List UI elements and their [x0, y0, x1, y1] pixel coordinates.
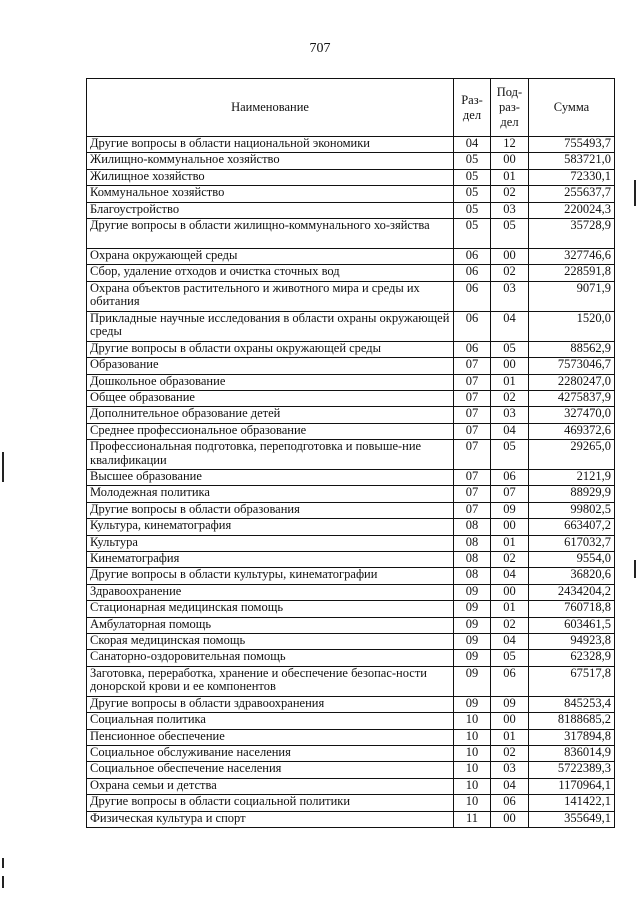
row-sum-cell: 72330,1: [529, 169, 615, 185]
row-podrazdel-cell: 04: [491, 568, 529, 584]
row-podrazdel-cell: 05: [491, 341, 529, 357]
table-row: [87, 186, 615, 202]
header-name: [87, 79, 454, 137]
row-razdel-cell: 05: [454, 169, 491, 185]
row-podrazdel-cell: 05: [491, 218, 529, 248]
row-razdel-cell: 05: [454, 202, 491, 218]
table-row: [87, 470, 615, 486]
header-sum-text: Сумма: [553, 100, 590, 114]
row-podrazdel-cell: 01: [491, 729, 529, 745]
row-name-cell: Санаторно-оздоровительная помощь: [87, 650, 454, 666]
row-razdel-cell: 09: [454, 666, 491, 696]
row-sum-cell: 1170964,1: [529, 778, 615, 794]
row-name-cell: Общее образование: [87, 390, 454, 406]
row-razdel-cell: 07: [454, 502, 491, 518]
row-name-cell: Жилищное хозяйство: [87, 169, 454, 185]
header-razdel: [454, 79, 491, 137]
scan-edge-mark: [2, 858, 4, 868]
table-row: [87, 440, 615, 470]
table-row: [87, 374, 615, 390]
row-name-cell: Благоустройство: [87, 202, 454, 218]
row-sum-cell: 99802,5: [529, 502, 615, 518]
row-podrazdel-cell: 09: [491, 502, 529, 518]
table-row: [87, 666, 615, 696]
budget-table: [86, 78, 615, 828]
row-razdel-cell: 08: [454, 535, 491, 551]
row-sum-cell: 228591,8: [529, 265, 615, 281]
row-sum-cell: 836014,9: [529, 745, 615, 761]
table-row: [87, 713, 615, 729]
row-podrazdel-cell: 07: [491, 486, 529, 502]
table-row: [87, 745, 615, 761]
row-sum-cell: 62328,9: [529, 650, 615, 666]
row-name-cell: Амбулаторная помощь: [87, 617, 454, 633]
row-razdel-cell: 10: [454, 795, 491, 811]
row-podrazdel-cell: 00: [491, 811, 529, 827]
row-sum-cell: 4275837,9: [529, 390, 615, 406]
row-razdel-cell: 07: [454, 440, 491, 470]
row-name-cell: Другие вопросы в области здравоохранения: [87, 696, 454, 712]
row-razdel-cell: 09: [454, 617, 491, 633]
row-sum-cell: 355649,1: [529, 811, 615, 827]
row-sum-cell: 2280247,0: [529, 374, 615, 390]
row-name-cell: Стационарная медицинская помощь: [87, 601, 454, 617]
row-sum-cell: 141422,1: [529, 795, 615, 811]
table-row: [87, 281, 615, 311]
row-podrazdel-cell: 02: [491, 390, 529, 406]
row-razdel-cell: 11: [454, 811, 491, 827]
row-sum-cell: 1520,0: [529, 311, 615, 341]
row-podrazdel-cell: 03: [491, 281, 529, 311]
table-body: [87, 137, 615, 828]
row-name-cell: Прикладные научные исследования в области охраны окружающей среды: [87, 311, 454, 341]
row-name-cell: Профессиональная подготовка, переподготовка и повыше-ние квалификации: [87, 440, 454, 470]
row-razdel-cell: 07: [454, 407, 491, 423]
row-razdel-cell: 07: [454, 486, 491, 502]
row-podrazdel-cell: 06: [491, 666, 529, 696]
row-name-cell: Другие вопросы в области социальной политики: [87, 795, 454, 811]
scan-edge-mark: [634, 180, 636, 206]
row-razdel-cell: 06: [454, 281, 491, 311]
header-sum: [529, 79, 615, 137]
table-row: [87, 535, 615, 551]
table-row: [87, 137, 615, 153]
row-podrazdel-cell: 01: [491, 535, 529, 551]
table-row: [87, 486, 615, 502]
row-podrazdel-cell: 03: [491, 202, 529, 218]
row-razdel-cell: 06: [454, 248, 491, 264]
row-name-cell: Культура: [87, 535, 454, 551]
row-podrazdel-cell: 04: [491, 778, 529, 794]
row-name-cell: Сбор, удаление отходов и очистка сточных вод: [87, 265, 454, 281]
row-razdel-cell: 06: [454, 311, 491, 341]
table-row: [87, 568, 615, 584]
table-row: [87, 519, 615, 535]
row-sum-cell: 583721,0: [529, 153, 615, 169]
row-podrazdel-cell: 09: [491, 696, 529, 712]
table-row: [87, 311, 615, 341]
table-header: [87, 79, 615, 137]
row-podrazdel-cell: 00: [491, 248, 529, 264]
row-sum-cell: 67517,8: [529, 666, 615, 696]
row-sum-cell: 94923,8: [529, 633, 615, 649]
row-razdel-cell: 07: [454, 423, 491, 439]
table-row: [87, 218, 615, 248]
row-name-cell: Другие вопросы в области охраны окружающей среды: [87, 341, 454, 357]
table-row: [87, 633, 615, 649]
row-razdel-cell: 08: [454, 552, 491, 568]
table-row: [87, 390, 615, 406]
row-sum-cell: 220024,3: [529, 202, 615, 218]
row-name-cell: Другие вопросы в области культуры, кинематографии: [87, 568, 454, 584]
row-name-cell: Культура, кинематография: [87, 519, 454, 535]
table-row: [87, 502, 615, 518]
row-podrazdel-cell: 03: [491, 762, 529, 778]
header-name-text: Наименование: [231, 100, 309, 114]
row-podrazdel-cell: 03: [491, 407, 529, 423]
table-row: [87, 358, 615, 374]
row-sum-cell: 327746,6: [529, 248, 615, 264]
row-podrazdel-cell: 00: [491, 358, 529, 374]
row-razdel-cell: 04: [454, 137, 491, 153]
row-podrazdel-cell: 06: [491, 470, 529, 486]
row-razdel-cell: 06: [454, 341, 491, 357]
row-podrazdel-cell: 04: [491, 633, 529, 649]
table-row: [87, 341, 615, 357]
row-razdel-cell: 09: [454, 601, 491, 617]
row-sum-cell: 755493,7: [529, 137, 615, 153]
row-podrazdel-cell: 00: [491, 519, 529, 535]
row-podrazdel-cell: 02: [491, 617, 529, 633]
row-podrazdel-cell: 02: [491, 745, 529, 761]
page-number: 707: [309, 41, 331, 56]
table-row: [87, 762, 615, 778]
row-razdel-cell: 10: [454, 745, 491, 761]
header-podrazdel: [491, 79, 529, 137]
row-razdel-cell: 10: [454, 713, 491, 729]
row-razdel-cell: 05: [454, 153, 491, 169]
row-sum-cell: 845253,4: [529, 696, 615, 712]
row-podrazdel-cell: 00: [491, 153, 529, 169]
row-podrazdel-cell: 04: [491, 423, 529, 439]
row-name-cell: Кинематография: [87, 552, 454, 568]
row-name-cell: Заготовка, переработка, хранение и обеспечение безопас-ности донорской крови и ее компонентов: [87, 666, 454, 696]
row-name-cell: Среднее профессиональное образование: [87, 423, 454, 439]
row-razdel-cell: 07: [454, 390, 491, 406]
table-row: [87, 169, 615, 185]
row-podrazdel-cell: 00: [491, 713, 529, 729]
row-podrazdel-cell: 00: [491, 584, 529, 600]
table-row: [87, 811, 615, 827]
row-name-cell: Коммунальное хозяйство: [87, 186, 454, 202]
row-name-cell: Охрана объектов растительного и животного мира и среды их обитания: [87, 281, 454, 311]
row-razdel-cell: 08: [454, 519, 491, 535]
row-sum-cell: 36820,6: [529, 568, 615, 584]
row-sum-cell: 9071,9: [529, 281, 615, 311]
row-podrazdel-cell: 06: [491, 795, 529, 811]
row-razdel-cell: 09: [454, 650, 491, 666]
row-sum-cell: 7573046,7: [529, 358, 615, 374]
row-razdel-cell: 07: [454, 358, 491, 374]
row-name-cell: Другие вопросы в области национальной экономики: [87, 137, 454, 153]
table-row: [87, 153, 615, 169]
scan-edge-mark: [2, 452, 4, 482]
scan-edge-mark: [2, 876, 4, 888]
row-podrazdel-cell: 01: [491, 601, 529, 617]
row-name-cell: Здравоохранение: [87, 584, 454, 600]
row-podrazdel-cell: 05: [491, 440, 529, 470]
row-razdel-cell: 05: [454, 218, 491, 248]
row-podrazdel-cell: 02: [491, 552, 529, 568]
row-razdel-cell: 09: [454, 633, 491, 649]
row-sum-cell: 327470,0: [529, 407, 615, 423]
row-razdel-cell: 06: [454, 265, 491, 281]
row-name-cell: Образование: [87, 358, 454, 374]
row-podrazdel-cell: 12: [491, 137, 529, 153]
row-sum-cell: 9554,0: [529, 552, 615, 568]
header-razdel-text: Раз- дел: [461, 92, 483, 122]
table-row: [87, 601, 615, 617]
row-name-cell: Охрана окружающей среды: [87, 248, 454, 264]
row-sum-cell: 29265,0: [529, 440, 615, 470]
row-name-cell: Жилищно-коммунальное хозяйство: [87, 153, 454, 169]
row-podrazdel-cell: 05: [491, 650, 529, 666]
row-name-cell: Физическая культура и спорт: [87, 811, 454, 827]
row-sum-cell: 2434204,2: [529, 584, 615, 600]
row-razdel-cell: 07: [454, 470, 491, 486]
table-row: [87, 584, 615, 600]
table-row: [87, 265, 615, 281]
table-row: [87, 696, 615, 712]
row-podrazdel-cell: 02: [491, 186, 529, 202]
row-sum-cell: 617032,7: [529, 535, 615, 551]
row-name-cell: Социальное обслуживание населения: [87, 745, 454, 761]
row-podrazdel-cell: 04: [491, 311, 529, 341]
row-sum-cell: 8188685,2: [529, 713, 615, 729]
row-sum-cell: 603461,5: [529, 617, 615, 633]
row-sum-cell: 2121,9: [529, 470, 615, 486]
row-sum-cell: 760718,8: [529, 601, 615, 617]
row-podrazdel-cell: 02: [491, 265, 529, 281]
row-sum-cell: 88929,9: [529, 486, 615, 502]
table-row: [87, 778, 615, 794]
table-row: [87, 423, 615, 439]
table-row: [87, 552, 615, 568]
row-razdel-cell: 10: [454, 729, 491, 745]
row-name-cell: Охрана семьи и детства: [87, 778, 454, 794]
row-name-cell: Пенсионное обеспечение: [87, 729, 454, 745]
row-name-cell: Молодежная политика: [87, 486, 454, 502]
row-razdel-cell: 05: [454, 186, 491, 202]
row-podrazdel-cell: 01: [491, 169, 529, 185]
row-podrazdel-cell: 01: [491, 374, 529, 390]
row-name-cell: Другие вопросы в области образования: [87, 502, 454, 518]
row-name-cell: Социальное обеспечение населения: [87, 762, 454, 778]
table-row: [87, 617, 615, 633]
row-razdel-cell: 10: [454, 762, 491, 778]
header-podrazdel-text: Под- раз- дел: [496, 85, 523, 129]
row-name-cell: Социальная политика: [87, 713, 454, 729]
row-name-cell: Высшее образование: [87, 470, 454, 486]
scan-edge-mark: [634, 560, 636, 578]
row-sum-cell: 663407,2: [529, 519, 615, 535]
row-sum-cell: 35728,9: [529, 218, 615, 248]
row-razdel-cell: 09: [454, 584, 491, 600]
table-row: [87, 407, 615, 423]
row-sum-cell: 469372,6: [529, 423, 615, 439]
row-sum-cell: 255637,7: [529, 186, 615, 202]
table-row: [87, 729, 615, 745]
row-name-cell: Другие вопросы в области жилищно-коммунального хо-зяйства: [87, 218, 454, 248]
table-row: [87, 248, 615, 264]
row-name-cell: Дошкольное образование: [87, 374, 454, 390]
row-name-cell: Дополнительное образование детей: [87, 407, 454, 423]
row-sum-cell: 5722389,3: [529, 762, 615, 778]
table-row: [87, 795, 615, 811]
row-razdel-cell: 08: [454, 568, 491, 584]
row-name-cell: Скорая медицинская помощь: [87, 633, 454, 649]
row-razdel-cell: 07: [454, 374, 491, 390]
table-row: [87, 650, 615, 666]
row-razdel-cell: 10: [454, 778, 491, 794]
row-razdel-cell: 09: [454, 696, 491, 712]
row-sum-cell: 88562,9: [529, 341, 615, 357]
row-sum-cell: 317894,8: [529, 729, 615, 745]
table-row: [87, 202, 615, 218]
